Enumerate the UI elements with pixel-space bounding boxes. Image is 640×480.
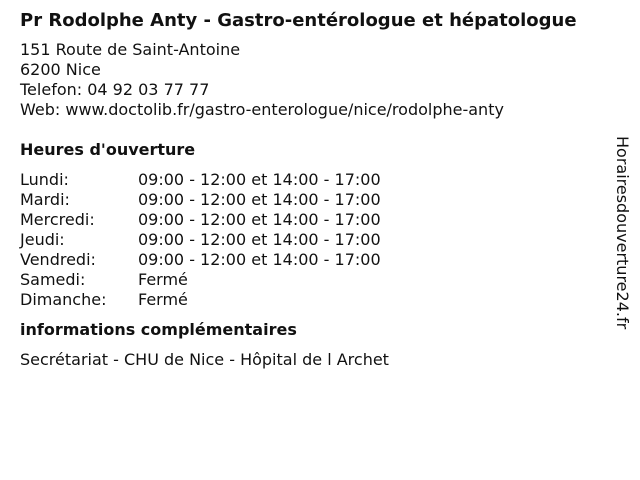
site-watermark: Horairesdouverture24.fr xyxy=(613,136,632,330)
info-heading: informations complémentaires xyxy=(20,320,297,339)
address-block xyxy=(20,40,610,120)
day-label: Mercredi: xyxy=(20,210,95,229)
business-card xyxy=(20,10,610,370)
day-hours: Fermé xyxy=(138,290,188,309)
day-hours: 09:00 - 12:00 et 14:00 - 17:00 xyxy=(138,190,381,209)
day-label: Dimanche: xyxy=(20,290,107,309)
day-label: Jeudi: xyxy=(20,230,65,249)
day-label: Mardi: xyxy=(20,190,70,209)
page-title: Pr Rodolphe Anty - Gastro-entérologue et hépatologue xyxy=(20,10,577,31)
day-hours: 09:00 - 12:00 et 14:00 - 17:00 xyxy=(138,250,381,269)
hours-row xyxy=(20,290,381,310)
hours-row xyxy=(20,170,381,190)
hours-row xyxy=(20,230,381,250)
day-hours: Fermé xyxy=(138,270,188,289)
day-hours: 09:00 - 12:00 et 14:00 - 17:00 xyxy=(138,230,381,249)
hours-row xyxy=(20,270,381,290)
day-hours: 09:00 - 12:00 et 14:00 - 17:00 xyxy=(138,170,381,189)
phone-number: Telefon: 04 92 03 77 77 xyxy=(20,80,210,99)
day-label: Samedi: xyxy=(20,270,86,289)
street-address: 151 Route de Saint-Antoine xyxy=(20,40,241,59)
hours-heading: Heures d'ouverture xyxy=(20,140,196,159)
day-hours: 09:00 - 12:00 et 14:00 - 17:00 xyxy=(138,210,381,229)
hours-table xyxy=(20,170,381,310)
website-url: Web: www.doctolib.fr/gastro-enterologue/nice/rodolphe-anty xyxy=(20,100,504,119)
hours-row xyxy=(20,210,381,230)
hours-row xyxy=(20,250,381,270)
day-label: Vendredi: xyxy=(20,250,96,269)
day-label: Lundi: xyxy=(20,170,69,189)
info-text: Secrétariat - CHU de Nice - Hôpital de l Archet xyxy=(20,350,389,369)
city-postal: 6200 Nice xyxy=(20,60,101,79)
hours-row xyxy=(20,190,381,210)
